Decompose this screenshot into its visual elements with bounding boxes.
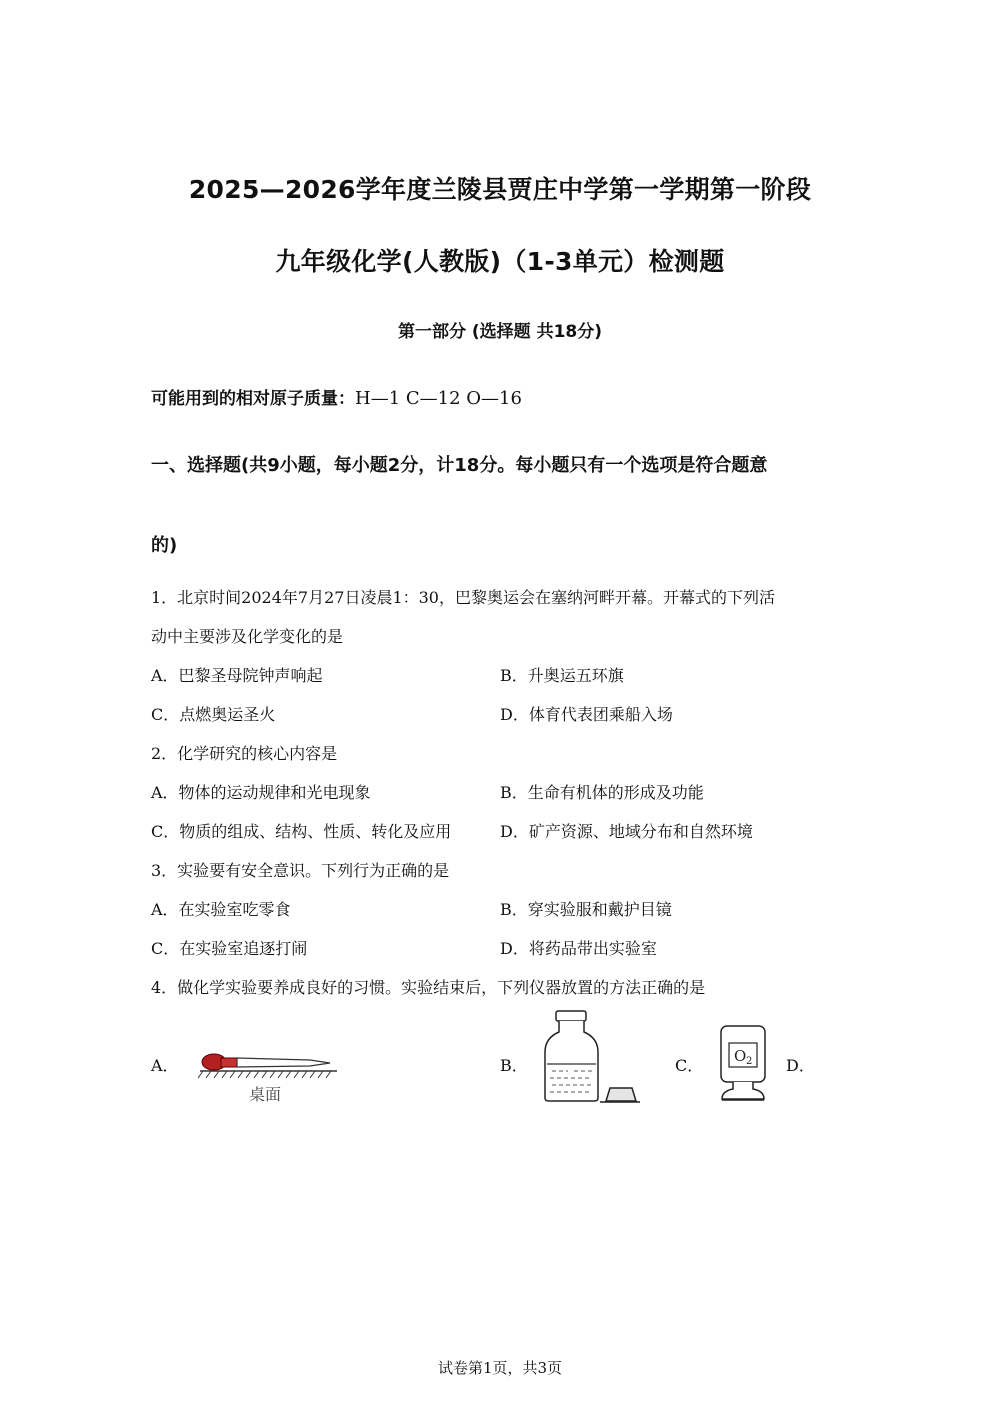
question-1-option-d: D．体育代表团乘船入场	[500, 705, 673, 724]
question-1-option-b: B．升奥运五环旗	[500, 666, 624, 685]
oxygen-gas-bottle-figure	[716, 1023, 772, 1105]
atomic-mass-line	[151, 384, 522, 409]
title-line-1: 2025—2026学年度兰陵县贾庄中学第一学期第一阶段	[188, 175, 812, 204]
table-label: 桌面	[248, 1085, 282, 1104]
question-3-option-b: B．穿实验服和戴护目镜	[500, 900, 672, 919]
open-reagent-bottle-figure	[540, 1008, 645, 1106]
dropper-on-table-figure	[195, 1045, 345, 1110]
question-2-option-d: D．矿产资源、地域分布和自然环境	[500, 822, 753, 841]
gas-bottle-neck	[722, 1082, 764, 1099]
question-3-option-a: A．在实验室吃零食	[151, 900, 291, 919]
question-3-stem: 3．实验要有安全意识。下列行为正确的是	[151, 861, 450, 880]
question-2-option-a: A．物体的运动规律和光电现象	[151, 783, 371, 802]
question-3-option-d: D．将药品带出实验室	[500, 939, 657, 958]
question-4-stem: 4．做化学实验要养成良好的习惯。实验结束后，下列仪器放置的方法正确的是	[151, 978, 706, 997]
atomic-mass-label: 可能用到的相对原子质量：	[151, 389, 355, 409]
part-title: 第一部分 (选择题 共18分)	[397, 322, 603, 342]
table-hatching	[198, 1071, 331, 1078]
section-heading-line-1: 一、选择题(共9小题，每小题2分，计18分。每小题只有一个选项是符合题意	[151, 455, 768, 476]
question-1-stem-line-2: 动中主要涉及化学变化的是	[151, 627, 344, 646]
bottle-mouth	[556, 1011, 586, 1021]
question-2-option-c: C．物质的组成、结构、性质、转化及应用	[151, 822, 452, 841]
dropper-tube	[237, 1058, 330, 1067]
question-2-option-b: B．生命有机体的形成及功能	[500, 783, 704, 802]
gas-label-subscript: 2	[746, 1056, 753, 1067]
question-1-option-a: A．巴黎圣母院钟声响起	[151, 666, 323, 685]
question-4-option-c: C．	[675, 1056, 704, 1075]
atomic-mass-values: H—1 C—12 O—16	[355, 388, 522, 409]
question-4-option-a: A．	[151, 1056, 179, 1075]
question-1-option-c: C．点燃奥运圣火	[151, 705, 276, 724]
gas-label-letter: O	[734, 1047, 747, 1065]
stopper	[606, 1088, 636, 1101]
title-line-2: 九年级化学(人教版)（1-3单元）检测题	[275, 247, 725, 276]
page-footer: 试卷第1页，共3页	[437, 1359, 563, 1377]
question-1-stem-line-1: 1．北京时间2024年7月27日凌晨1：30，巴黎奥运会在塞纳河畔开幕。开幕式的下列活	[151, 588, 775, 607]
question-4-option-b: B．	[500, 1056, 528, 1075]
dropper-collar	[221, 1058, 237, 1067]
question-2-stem: 2．化学研究的核心内容是	[151, 744, 338, 763]
question-3-option-c: C．在实验室追逐打闹	[151, 939, 308, 958]
bottle-body	[545, 1021, 598, 1101]
section-heading-line-2: 的)	[151, 535, 178, 556]
question-4-option-d: D．	[786, 1056, 815, 1075]
